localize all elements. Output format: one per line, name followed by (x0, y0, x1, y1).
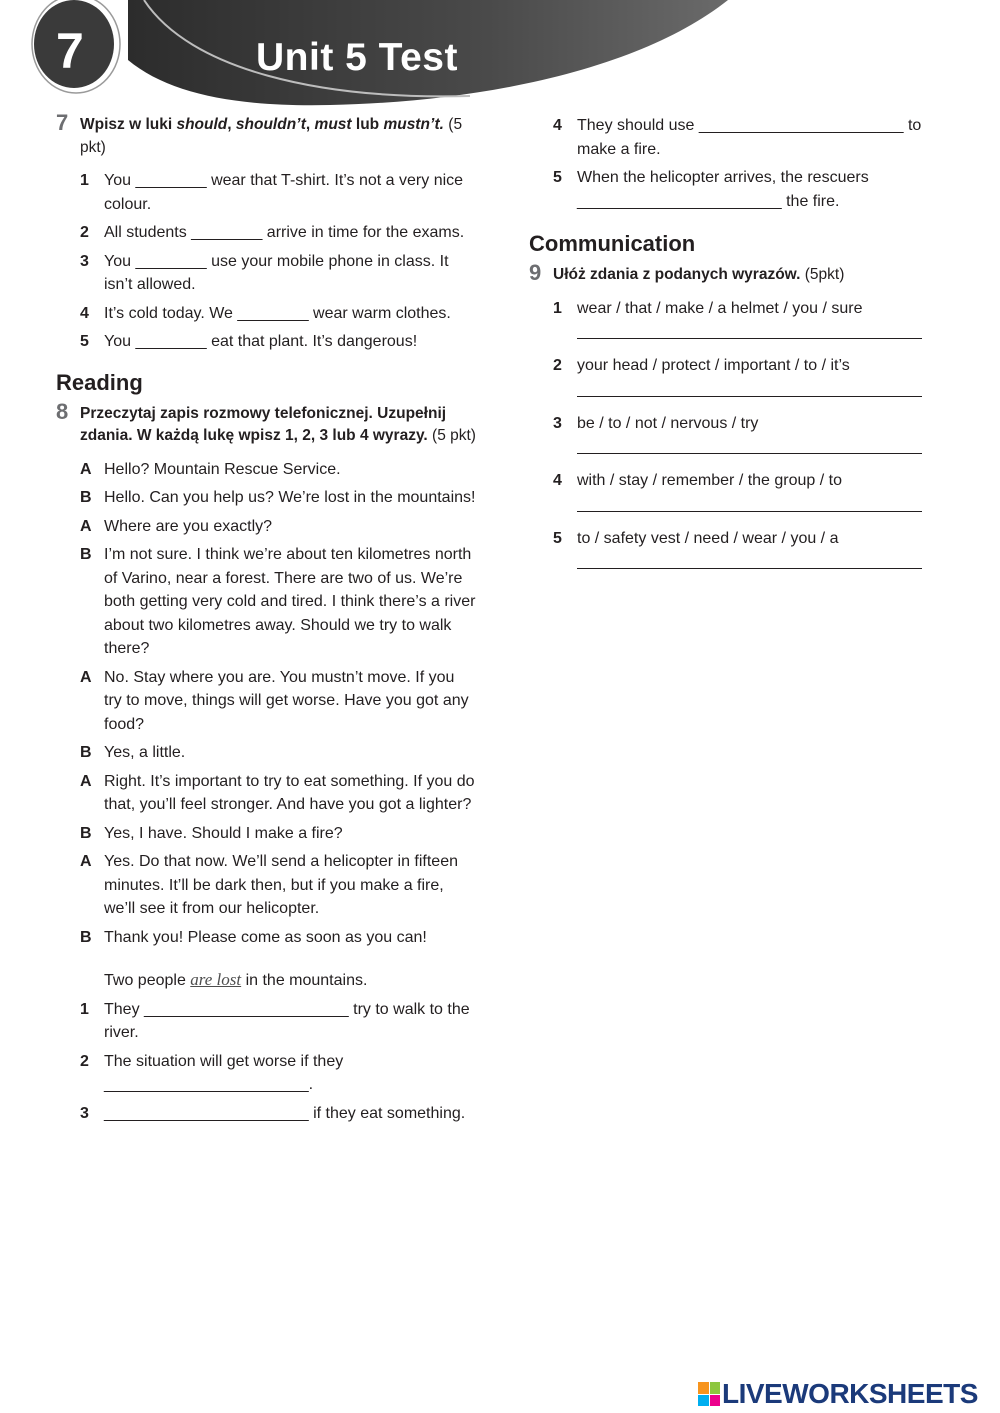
task9-number: 9 (529, 260, 542, 285)
right-column (529, 114, 929, 569)
task9-instruction: 9 Ułóż zdania z podanych wyrazów. (5pkt) (529, 260, 845, 285)
task8-instruction: 8 Przeczytaj zapis rozmowy telefonicznej. Uzupełnij zdania. W każdą lukę wpisz 1, 2, 3 lub 4 wyrazy. (5 pkt) (56, 398, 476, 444)
dialogue-line: B Hello. Can you help us? We’re lost in the mountains! (80, 489, 476, 506)
task8-item[interactable]: 2 The situation will get worse if they _______________________. (80, 1052, 344, 1093)
task7-item[interactable]: 4 It’s cold today. We ________ wear warm clothes. (80, 304, 451, 322)
dialogue-line: A Where are you exactly? (80, 517, 273, 535)
answer-line[interactable] (577, 435, 922, 454)
example-answer: are lost (190, 970, 242, 989)
task8-number: 8 (56, 398, 69, 424)
task8-item[interactable]: 4 They should use _______________________ to make a fire. (553, 117, 922, 158)
task8-item[interactable]: 3 _______________________ if they eat something. (80, 1104, 466, 1122)
liveworksheets-icon (698, 1382, 720, 1406)
task7-number: 7 (56, 110, 69, 135)
task9-item: 4 with / stay / remember / the group / to (553, 472, 842, 489)
answer-line[interactable] (577, 320, 922, 339)
header-banner (0, 0, 1000, 112)
left-column (56, 110, 476, 1125)
dialogue-line: B I’m not sure. I think we’re about ten kilometres north of Varino, near a forest. There are two of us. We’re both getting very cold and tired. I think there’s a river about two kilometres away. Should we try to walk there? (80, 546, 476, 657)
task7-item[interactable]: 5 You ________ eat that plant. It’s dangerous! (80, 333, 418, 350)
dialogue-line: A Yes. Do that now. We’ll send a helicopter in fifteen minutes. It’ll be dark then, but if you make a fire, we’ll see it from our helicopter. (80, 853, 458, 917)
answer-line[interactable] (577, 493, 922, 512)
answer-line[interactable] (577, 378, 922, 397)
task9-item: 3 be / to / not / nervous / try (553, 414, 759, 432)
task7-item[interactable]: 1 You ________ wear that T-shirt. It’s not a very nice colour. (80, 172, 464, 213)
dialogue-line: A Right. It’s important to try to eat something. If you do that, you’ll feel stronger. And have you got a lighter? (80, 772, 475, 813)
dialogue-line: A Hello? Mountain Rescue Service. (80, 460, 341, 478)
task9-item: 5 to / safety vest / need / wear / you / a (553, 529, 839, 547)
task7-instruction: 7 Wpisz w luki should, shouldn’t, must lub mustn’t. (5 pkt) (56, 110, 463, 156)
task8-item[interactable]: 1 They _______________________ try to walk to the river. (80, 1000, 470, 1041)
unit-number-badge: 7 (56, 23, 84, 79)
task8-example: Two people are lost in the mountains. (104, 970, 368, 989)
page-title: Unit 5 Test (256, 36, 458, 79)
task7-item[interactable]: 3 You ________ use your mobile phone in class. It isn’t allowed. (80, 252, 449, 293)
communication-heading: Communication (529, 231, 696, 256)
liveworksheets-logo (698, 1379, 978, 1409)
brand-name: LIVEWORKSHEETS (722, 1378, 978, 1409)
reading-heading: Reading (56, 369, 143, 395)
dialogue-line: B Thank you! Please come as soon as you can! (80, 928, 427, 946)
dialogue-line: A No. Stay where you are. You mustn’t move. If you try to move, things will get worse. Have you got any food? (80, 668, 469, 733)
task9-item: 1 wear / that / make / a helmet / you / sure (553, 299, 863, 317)
dialogue-line: B Yes, I have. Should I make a fire? (80, 824, 343, 842)
task7-item[interactable]: 2 All students ________ arrive in time for the exams. (80, 224, 465, 241)
page-header (0, 0, 1000, 112)
task9-item: 2 your head / protect / important / to / it’s (553, 357, 850, 374)
task8-item[interactable]: 5 When the helicopter arrives, the rescuers _______________________ the fire. (553, 169, 869, 210)
answer-line[interactable] (577, 550, 922, 569)
dialogue-line: B Yes, a little. (80, 744, 186, 761)
